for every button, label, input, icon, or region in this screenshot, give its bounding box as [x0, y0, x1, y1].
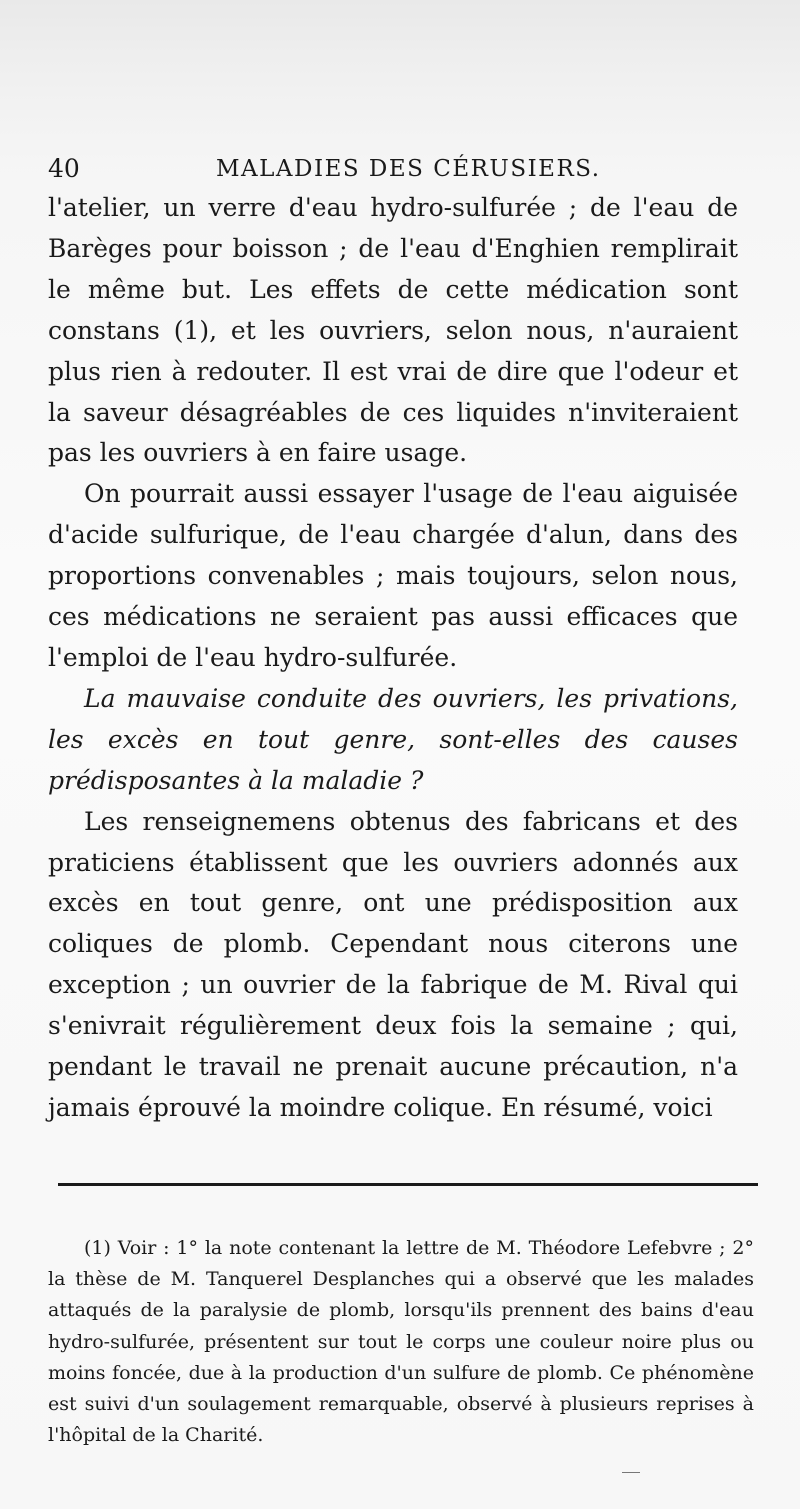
footnote	[48, 1233, 754, 1451]
page-number: 40	[48, 154, 80, 183]
paragraph-continuation: l'atelier, un verre d'eau hydro-sulfurée ; de l'eau de Barèges pour boisson ; de l'eau d'Enghien remplirait le même but. Les effets de cette médication sont constans (1), et les ouvriers, selon nous, n'auraient plus rien à redouter. Il est vrai de dire que l'odeur et la saveur désagréables de ces liquides n'inviteraient pas les ouvriers à en faire usage.	[48, 193, 738, 468]
paragraph-sulfuric-acid: On pourrait aussi essayer l'usage de l'eau aiguisée d'acide sulfurique, de l'eau chargée d'alun, dans des proportions convenables ; mais toujours, selon nous, ces médications ne seraient pas aussi efficaces que l'emploi de l'eau hydro-sulfurée.	[48, 479, 738, 672]
footnote-text: (1) Voir : 1° la note contenant la lettre de M. Théodore Lefebvre ; 2° la thèse de M. Tanquerel Desplanches qui a observé que les malades attaqués de la paralysie de plomb, lorsqu'ils prennent des bains d'eau hydro-sulfurée, présentent sur tout le corps une couleur noire plus ou moins foncée, due à la production d'un sulfure de plomb. Ce phénomène est suivi d'un soulagement remarquable, observé à plusieurs reprises à l'hôpital de la Charité.	[48, 1237, 754, 1447]
main-text	[48, 188, 738, 1129]
page-mark	[622, 1472, 640, 1473]
footnote-divider	[58, 1183, 758, 1186]
section-question: La mauvaise conduite des ouvriers, les privations, les excès en tout genre, sont-elles des causes prédisposantes à la maladie ?	[48, 683, 738, 795]
paragraph-renseignemens: Les renseignemens obtenus des fabricans et des praticiens établissent que les ouvriers adonnés aux excès en tout genre, ont une prédisposition aux coliques de plomb. Cependant nous citerons une exception ; un ouvrier de la fabrique de M. Rival qui s'enivrait régulièrement deux fois la semaine ; qui, pendant le travail ne prenait aucune précaution, n'a jamais éprouvé la moindre colique. En résumé, voici	[48, 806, 738, 1122]
page-header	[48, 150, 738, 190]
running-title: MALADIES DES CÉRUSIERS.	[216, 156, 601, 182]
